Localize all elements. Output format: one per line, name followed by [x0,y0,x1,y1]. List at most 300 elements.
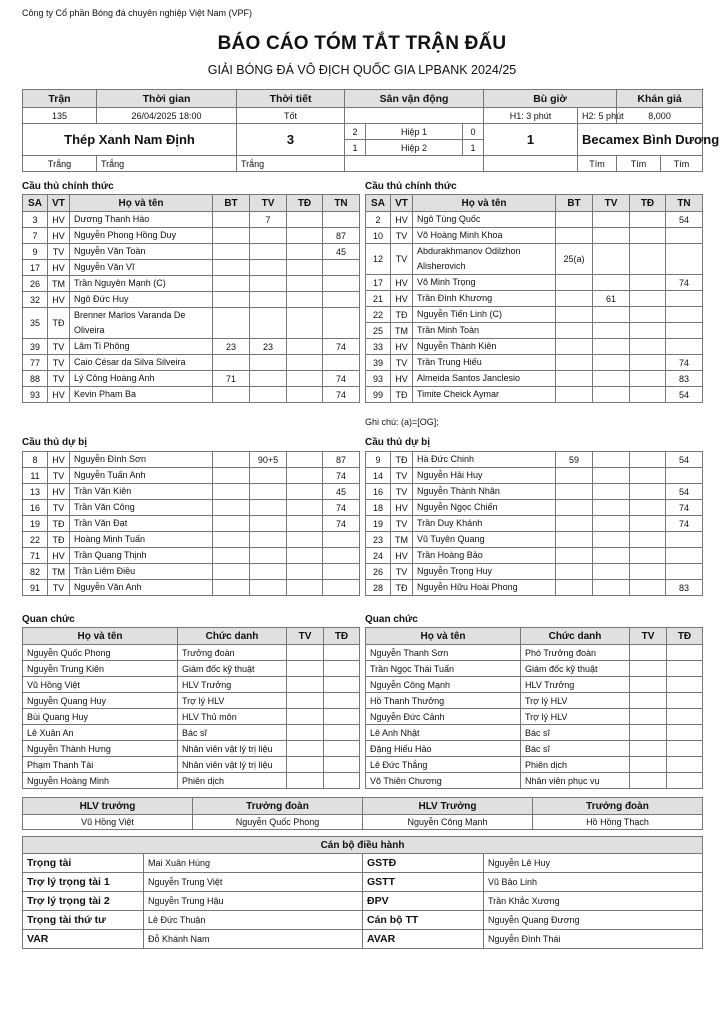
player-goals [556,355,593,371]
away-head: Hồ Hồng Thạch [533,815,703,830]
player-name: Nguyễn Thành Nhân [413,484,556,500]
official-name: Nguyễn Trung Kiên [23,661,178,677]
official-assignment-row [23,873,703,892]
col-bt: BT [556,195,593,212]
official-role: Phiên dịch [178,773,287,789]
player-red [630,244,666,275]
player-red [287,468,323,484]
player-goals [213,500,250,516]
official-name: Lê Xuân An [23,725,178,741]
official-row [23,645,360,661]
player-name: Nguyễn Văn Toàn [70,244,213,260]
player-position: TV [391,228,413,244]
player-red [630,291,666,307]
team-leaders-table [22,797,703,830]
official-role: Nhân viên vật lý trị liệu [178,757,287,773]
player-red [287,308,323,339]
player-red [630,564,666,580]
player-goals [213,548,250,564]
player-position: TV [48,339,70,355]
player-goals [213,212,250,228]
player-position: TV [48,371,70,387]
col-name: Họ và tên [366,628,521,645]
player-row [23,564,360,580]
player-yellow [250,371,287,387]
away-shirt-color: Tím [578,156,617,172]
player-red [630,484,666,500]
player-number: 24 [366,548,391,564]
player-name: Trần Nguyên Mạnh (C) [70,276,213,292]
player-number: 99 [366,387,391,403]
player-row [23,548,360,564]
player-yellow [593,468,630,484]
official-row [23,725,360,741]
home-starters-title: Cầu thủ chính thức [22,181,114,192]
player-sub-out: 74 [323,468,360,484]
player-name: Hà Đức Chinh [413,452,556,468]
h2-added-time: H2: 5 phút [578,108,617,124]
match-info-table [22,89,720,172]
player-position: TV [48,468,70,484]
player-position: TM [391,532,413,548]
player-yellow [250,260,287,276]
official-name: Hồ Thanh Thưởng [366,693,521,709]
player-name: Lâm Ti Phông [70,339,213,355]
col-vt: VT [48,195,70,212]
official-role: Trợ lý HLV [521,693,630,709]
player-name: Trần Văn Kiên [70,484,213,500]
player-sub-out: 87 [323,452,360,468]
player-number: 39 [366,355,391,371]
player-yellow [593,371,630,387]
away-officials-title: Quan chức [365,614,418,625]
player-red [287,516,323,532]
player-sub-out [323,212,360,228]
player-position: HV [391,212,413,228]
player-number: 12 [366,244,391,275]
player-row [23,387,360,403]
official-assignment-row [23,930,703,949]
player-number: 11 [23,468,48,484]
official-row [366,661,703,677]
role-person: Nguyễn Lê Huy [484,854,703,873]
role-label: GSTĐ [363,854,484,873]
role-label: VAR [23,930,144,949]
player-position: HV [391,291,413,307]
player-sub-out: 87 [323,228,360,244]
player-red [630,212,666,228]
player-row [23,468,360,484]
player-position: TV [391,484,413,500]
player-name: Caio César da Silva Silveira [70,355,213,371]
player-position: TĐ [48,516,70,532]
player-row [23,212,360,228]
player-name: Hoàng Minh Tuấn [70,532,213,548]
league-subtitle: GIẢI BÓNG ĐÁ VÔ ĐỊCH QUỐC GIA LPBANK 2024/25 [207,63,517,77]
player-name: Vũ Tuyên Quang [413,532,556,548]
player-goals: 23 [213,339,250,355]
player-number: 7 [23,228,48,244]
player-position: TV [391,564,413,580]
away-coach: Nguyễn Công Mạnh [363,815,533,830]
player-position: HV [48,387,70,403]
player-red [630,468,666,484]
player-name: Nguyễn Ngọc Chiến [413,500,556,516]
player-goals [556,387,593,403]
official-name: Bùi Quang Huy [23,709,178,725]
away-h2-score: 1 [463,140,484,156]
official-name: Nguyễn Thành Hưng [23,741,178,757]
official-assignment-row [23,911,703,930]
player-name: Trần Văn Đạt [70,516,213,532]
player-yellow [250,468,287,484]
official-name: Nguyễn Thanh Sơn [366,645,521,661]
role-person: Lê Đức Thuận [144,911,363,930]
player-number: 28 [366,580,391,596]
away-coach-label: HLV Trưởng [363,798,533,815]
away-team-name: Becamex Bình Dương [578,124,703,156]
player-sub-out [666,323,703,339]
player-row [23,371,360,387]
col-tn: TN [323,195,360,212]
official-name: Nguyễn Quang Huy [23,693,178,709]
player-row [23,228,360,244]
player-number: 8 [23,452,48,468]
away-starters-title: Cầu thủ chính thức [365,181,457,192]
note-og: Ghi chú: (a)=[OG]; [365,417,439,427]
official-role: HLV Trưởng [521,677,630,693]
player-name: Lý Công Hoàng Anh [70,371,213,387]
player-row [366,500,703,516]
role-label: Cán bộ TT [363,911,484,930]
player-yellow [593,323,630,339]
col-tv: TV [630,628,667,645]
player-position: HV [391,275,413,291]
player-number: 9 [366,452,391,468]
player-position: HV [48,260,70,276]
home-head: Nguyễn Quốc Phong [193,815,363,830]
official-row [23,773,360,789]
player-red [287,292,323,308]
home-score: 3 [237,124,345,156]
player-name: Trần Trung Hiếu [413,355,556,371]
home-shirt-color: Trắng [23,156,97,172]
spectators-count: 8,000 [617,108,703,124]
player-name: Dương Thanh Hào [70,212,213,228]
player-row [23,355,360,371]
player-name: Ngô Tùng Quốc [413,212,556,228]
player-yellow [250,580,287,596]
role-label: Trọng tài [23,854,144,873]
player-red [287,500,323,516]
player-goals [556,564,593,580]
player-goals [556,307,593,323]
away-shorts-color: Tím [617,156,661,172]
official-assignment-row [23,854,703,873]
player-goals [556,228,593,244]
official-role: Bác sĩ [521,725,630,741]
official-name: Phạm Thanh Tài [23,757,178,773]
player-goals [213,260,250,276]
player-red [287,244,323,260]
player-number: 32 [23,292,48,308]
player-sub-out: 74 [666,355,703,371]
role-label: ĐPV [363,892,484,911]
player-name: Ngô Đức Huy [70,292,213,308]
away-head-label: Trưởng đoàn [533,798,703,815]
player-yellow: 23 [250,339,287,355]
player-number: 16 [23,500,48,516]
col-sa: SA [23,195,48,212]
player-red [287,355,323,371]
official-role: Trưởng đoàn [178,645,287,661]
player-goals: 59 [556,452,593,468]
player-sub-out [323,276,360,292]
away-subs-title: Cầu thủ dự bị [365,437,431,448]
player-yellow [250,564,287,580]
player-yellow [593,212,630,228]
player-yellow: 7 [250,212,287,228]
player-yellow [593,500,630,516]
player-position: TM [391,323,413,339]
player-yellow [593,387,630,403]
player-number: 10 [366,228,391,244]
player-red [630,371,666,387]
player-red [630,548,666,564]
col-name: Họ và tên [23,628,178,645]
official-role: Giám đốc kỹ thuật [178,661,287,677]
player-goals [556,484,593,500]
col-sa: SA [366,195,391,212]
col-bt: BT [213,195,250,212]
col-name: Họ và tên [413,195,556,212]
player-number: 2 [366,212,391,228]
official-name: Lê Đức Thắng [366,757,521,773]
player-red [630,323,666,339]
official-role: Trợ lý HLV [521,709,630,725]
away-socks-color: Tím [661,156,703,172]
player-name: Nguyễn Trọng Huy [413,564,556,580]
away-subs-table [365,451,703,596]
official-name: Đặng Hiếu Hảo [366,741,521,757]
player-position: TV [48,244,70,260]
official-role: Bác sĩ [178,725,287,741]
official-role: Nhân viên vật lý trị liệu [178,741,287,757]
official-row [366,709,703,725]
player-name: Abdurakhmanov Odilzhon Alisherovich [413,244,556,275]
player-sub-out [666,468,703,484]
player-row [23,484,360,500]
player-number: 33 [366,339,391,355]
player-red [287,276,323,292]
player-number: 19 [23,516,48,532]
player-name: Nguyễn Tuấn Anh [70,468,213,484]
player-yellow [593,307,630,323]
player-yellow [250,387,287,403]
player-row [23,260,360,276]
official-row [366,725,703,741]
player-red [630,532,666,548]
player-row [366,468,703,484]
player-number: 91 [23,580,48,596]
player-sub-out: 74 [323,387,360,403]
player-red [287,212,323,228]
player-goals [213,355,250,371]
role-person: Đỗ Khánh Nam [144,930,363,949]
player-row [23,516,360,532]
player-name: Võ Hoàng Minh Khoa [413,228,556,244]
official-name: Nguyễn Quốc Phong [23,645,178,661]
official-name: Vũ Hồng Việt [23,677,178,693]
home-team-name: Thép Xanh Nam Định [23,124,237,156]
half2-label: Hiệp 2 [366,140,463,156]
home-subs-table [22,451,360,596]
player-goals [213,484,250,500]
player-position: HV [391,500,413,516]
player-row [366,371,703,387]
player-yellow [250,308,287,339]
player-position: TV [391,244,413,275]
official-row [23,693,360,709]
player-number: 16 [366,484,391,500]
player-sub-out [666,339,703,355]
player-number: 39 [23,339,48,355]
player-position: TĐ [391,387,413,403]
match-stadium [345,108,484,124]
player-row [366,355,703,371]
player-sub-out: 74 [323,500,360,516]
player-number: 88 [23,371,48,387]
player-sub-out [666,307,703,323]
role-person: Nguyễn Đình Thái [484,930,703,949]
player-position: TV [48,500,70,516]
player-position: HV [391,339,413,355]
player-goals [556,500,593,516]
player-row [366,564,703,580]
player-position: HV [48,548,70,564]
player-row [366,244,703,275]
col-role: Chức danh [521,628,630,645]
player-sub-out [323,580,360,596]
player-sub-out: 54 [666,387,703,403]
away-score: 1 [484,124,578,156]
official-role: Trợ lý HLV [178,693,287,709]
player-goals [556,275,593,291]
player-position: TV [391,355,413,371]
player-row [23,276,360,292]
player-row [23,244,360,260]
role-person: Nguyễn Quang Đương [484,911,703,930]
player-goals [556,371,593,387]
player-sub-out [666,564,703,580]
official-row [23,757,360,773]
player-goals [213,387,250,403]
player-row [366,484,703,500]
player-goals: 71 [213,371,250,387]
role-person: Nguyễn Trung Việt [144,873,363,892]
player-yellow [593,339,630,355]
role-person: Vũ Bảo Linh [484,873,703,892]
role-person: Trần Khắc Xương [484,892,703,911]
player-number: 77 [23,355,48,371]
player-yellow [250,355,287,371]
player-row [366,387,703,403]
player-row [23,532,360,548]
player-sub-out [323,532,360,548]
player-yellow [250,500,287,516]
player-goals [213,564,250,580]
home-starters-table [22,194,360,403]
player-sub-out [323,564,360,580]
player-sub-out: 54 [666,452,703,468]
player-goals [556,291,593,307]
player-number: 26 [366,564,391,580]
player-row [366,323,703,339]
role-label: Trợ lý trọng tài 2 [23,892,144,911]
player-name: Nguyễn Văn Anh [70,580,213,596]
col-td: TĐ [287,195,323,212]
player-goals [556,516,593,532]
player-position: TĐ [48,532,70,548]
official-role: Nhân viên phục vụ [521,773,630,789]
player-row [366,580,703,596]
player-goals [556,212,593,228]
player-sub-out [666,548,703,564]
player-yellow [593,228,630,244]
player-row [366,291,703,307]
player-goals [213,468,250,484]
player-number: 82 [23,564,48,580]
player-yellow [250,276,287,292]
home-officials-table [22,627,360,789]
player-red [630,339,666,355]
player-position: TM [48,276,70,292]
player-red [630,452,666,468]
player-red [630,275,666,291]
role-label: AVAR [363,930,484,949]
player-red [630,516,666,532]
player-sub-out: 45 [323,484,360,500]
player-yellow [593,452,630,468]
player-red [630,580,666,596]
home-coach: Vũ Hồng Việt [23,815,193,830]
player-goals: 25(a) [556,244,593,275]
player-position: HV [391,548,413,564]
player-number: 21 [366,291,391,307]
player-position: TĐ [48,308,70,339]
player-position: TĐ [391,452,413,468]
player-row [23,308,360,339]
player-name: Brenner Marlos Varanda De Oliveira [70,308,213,339]
player-sub-out [323,355,360,371]
header-added-time: Bù giờ [484,90,617,108]
player-red [287,452,323,468]
player-red [287,228,323,244]
player-goals [213,228,250,244]
player-row [366,307,703,323]
player-name: Kevin Pham Ba [70,387,213,403]
player-red [287,387,323,403]
player-name: Almeida Santos Janclesio [413,371,556,387]
player-position: HV [391,371,413,387]
player-number: 17 [366,275,391,291]
player-name: Trần Đình Khương [413,291,556,307]
player-number: 71 [23,548,48,564]
player-sub-out [323,292,360,308]
home-h1-score: 2 [345,124,366,140]
player-goals [213,580,250,596]
official-name: Võ Thiên Chương [366,773,521,789]
